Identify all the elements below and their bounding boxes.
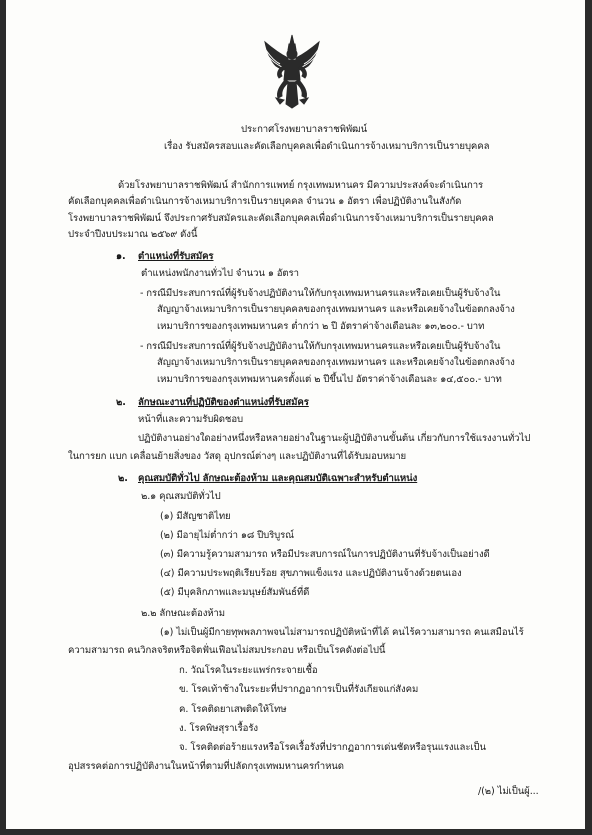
section1-number: ๑. (116, 251, 126, 262)
disease-item-4: ง. โรคพิษสุราเรื้อรัง (179, 723, 258, 734)
section2-sub: หน้าที่และความรับผิดชอบ (138, 414, 243, 425)
qualification-2: (๒) มีอายุไม่ต่ำกว่า ๑๘ ปีบริบูรณ์ (160, 530, 294, 541)
section1-position-line: ตำแหน่งพนักงานทั่วไป จำนวน ๑ อัตรา (141, 268, 299, 279)
qualification-1: (๑) มีสัญชาติไทย (160, 511, 231, 522)
disease-item-2: ข. โรคเท้าช้างในระยะที่ปรากฏอาการเป็นที่รังเกียจแก่สังคม (179, 684, 419, 695)
section2-body-line-2: ในการยก แบก เคลื่อนย้ายสิ่งของ วัสดุ อุปกรณ์ต่างๆ และปฏิบัติงานที่ได้รับมอบหมาย (68, 451, 407, 462)
section2-heading: ลักษณะงานที่ปฏิบัติของตำแหน่งที่รับสมัคร (138, 397, 309, 408)
disease-item-3: ค. โรคติดยาเสพติดให้โทษ (179, 704, 287, 715)
subject-line: เรื่อง รับสมัครสอบและคัดเลือกบุคคลเพื่อดำเนินการจ้างเหมาบริการเป็นรายบุคคล (164, 141, 490, 152)
prohibited-intro-line-2: ความสามารถ คนวิกลจริตหรือจิตฟั่นเฟือนไม่สมประกอบ หรือเป็นโรคดังต่อไปนี้ (68, 645, 386, 656)
section2-number: ๒. (116, 397, 126, 408)
qualification-3: (๓) มีความรู้ความสามารถ หรือมีประสบการณ์ในการปฏิบัติงานที่รับจ้างเป็นอย่างดี (160, 549, 490, 560)
scan-border-right (585, 0, 592, 835)
intro-line-2: คัดเลือกบุคคลเพื่อดำเนินการจ้างเหมาบริการเป็นรายบุคคล จำนวน ๑ อัตรา เพื่อปฏิบัติงานในสังกัด (68, 196, 462, 207)
section1-item2-line-1: - กรณีมีประสบการณ์ที่ผู้รับจ้างปฏิบัติงานให้กับกรุงเทพมหานครและหรือเคยเป็นผู้รับจ้างใน (140, 341, 501, 352)
section1-item1-line-2: สัญญาจ้างเหมาบริการเป็นรายบุคคลของกรุงเทพมหานคร และหรือเคยจ้างในข้อตกลงจ้าง (157, 304, 515, 315)
scan-border-bottom (0, 829, 592, 835)
continuation-note: /(๒) ไม่เป็นผู้... (478, 786, 539, 797)
section3-heading: คุณสมบัติทั่วไป ลักษณะต้องห้าม และคุณสมบัติเฉพาะสำหรับตำแหน่ง (138, 473, 418, 484)
section1-item1-line-1: - กรณีมีประสบการณ์ที่ผู้รับจ้างปฏิบัติงานให้กับกรุงเทพมหานครและหรือเคยเป็นผู้รับจ้างใน (140, 288, 501, 299)
intro-line-4: ประจำปีงบประมาณ ๒๕๖๙ ดังนี้ (68, 229, 198, 240)
section3-closing: อุปสรรคต่อการปฏิบัติงานในหน้าที่ตามที่ปลัดกรุงเทพมหานครกำหนด (68, 761, 344, 772)
section1-item1-line-3: เหมาบริการของกรุงเทพมหานคร ต่ำกว่า ๒ ปี อัตราค่าจ้างเดือนละ ๑๓,๒๐๐.- บาท (157, 321, 485, 332)
intro-line-1: ด้วยโรงพยาบาลราชพิพัฒน์ สำนักการแพทย์ กรุงเทพมหานคร มีความประสงค์จะดำเนินการ (118, 180, 484, 191)
section3-sub2: ๒.๒ ลักษณะต้องห้าม (141, 608, 226, 619)
announcement-title: ประกาศโรงพยาบาลราชพิพัฒน์ (241, 124, 368, 135)
section1-item2-line-2: สัญญาจ้างเหมาบริการเป็นรายบุคคลของกรุงเทพมหานคร และหรือเคยจ้างในข้อตกลงจ้าง (157, 357, 515, 368)
section3-sub1: ๒.๑ คุณสมบัติทั่วไป (141, 491, 221, 502)
section3-number: ๒. (118, 473, 128, 484)
qualification-5: (๕) มีบุคลิกภาพและมนุษย์สัมพันธ์ที่ดี (160, 587, 310, 598)
prohibited-intro-line-1: (๑) ไม่เป็นผู้มีกายทุพพลภาพจนไม่สามารถปฏิบัติหน้าที่ได้ คนไร้ความสามารถ คนเสมือนไร้ (160, 627, 524, 638)
intro-line-3: โรงพยาบาลราชพิพัฒน์ จึงประกาศรับสมัครและคัดเลือกบุคคลเพื่อดำเนินการจ้างเหมาบริการเป็นรายบุคคล (68, 213, 494, 224)
disease-item-5: จ. โรคติดต่อร้ายแรงหรือโรคเรื้อรังที่ปรากฏอาการเด่นชัดหรือรุนแรงและเป็น (179, 742, 486, 753)
disease-item-1: ก. วัณโรคในระยะแพร่กระจายเชื้อ (179, 665, 318, 676)
garuda-emblem-icon (262, 34, 322, 110)
section2-body-line-1: ปฏิบัติงานอย่างใดอย่างหนึ่งหรือหลายอย่างในฐานะผู้ปฏิบัติงานขั้นต้น เกี่ยวกับการใช้แรงงานทั่วไป (138, 433, 531, 444)
section1-item2-line-3: เหมาบริการของกรุงเทพมหานครตั้งแต่ ๒ ปีขึ้นไป อัตราค่าจ้างเดือนละ ๑๔,๕๐๐.- บาท (157, 374, 502, 385)
section1-heading: ตำแหน่งที่รับสมัคร (138, 251, 214, 262)
qualification-4: (๔) มีความประพฤติเรียบร้อย สุขภาพแข็งแรง และปฏิบัติงานจ้างด้วยตนเอง (160, 568, 462, 579)
